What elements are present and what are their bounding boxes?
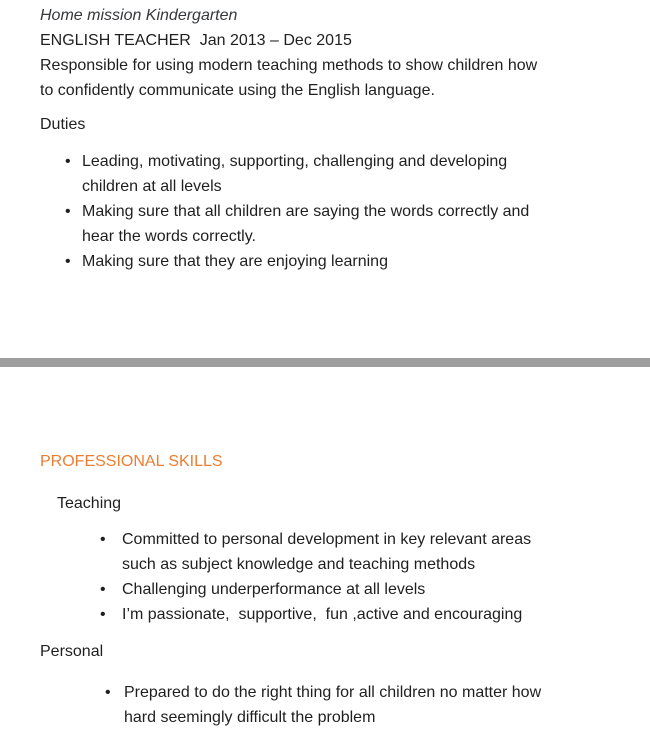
personal-subheading: Personal bbox=[40, 643, 104, 660]
bullet-icon: • bbox=[105, 684, 111, 701]
list-item-line: hard seemingly difficult the problem bbox=[124, 709, 376, 726]
list-item-line: I’m passionate, supportive, fun ,active and encouraging bbox=[122, 606, 523, 623]
bullet-icon: • bbox=[100, 581, 106, 598]
list-item bbox=[100, 527, 630, 577]
bullet-icon: • bbox=[65, 203, 71, 220]
bullet-icon: • bbox=[100, 531, 106, 548]
job-title-dates: ENGLISH TEACHER Jan 2013 – Dec 2015 bbox=[40, 32, 352, 49]
list-item-line: Making sure that all children are saying the words correctly and bbox=[82, 203, 530, 220]
list-item bbox=[100, 602, 630, 627]
teaching-subheading: Teaching bbox=[57, 495, 122, 512]
list-item-line: Making sure that they are enjoying learning bbox=[82, 253, 388, 270]
bullet-icon: • bbox=[65, 153, 71, 170]
list-item bbox=[100, 577, 630, 602]
job-summary-line: Responsible for using modern teaching methods to show children how bbox=[40, 57, 538, 74]
list-item-line: Leading, motivating, supporting, challenging and developing bbox=[82, 153, 508, 170]
job-summary bbox=[40, 53, 630, 103]
teaching-skills-list bbox=[100, 527, 630, 627]
list-item-line: such as subject knowledge and teaching methods bbox=[122, 556, 476, 573]
list-item-line: Prepared to do the right thing for all children no matter how bbox=[124, 684, 542, 701]
professional-skills-heading: PROFESSIONAL SKILLS bbox=[40, 453, 223, 470]
page-break-divider bbox=[0, 358, 650, 367]
job-summary-line: to confidently communicate using the English language. bbox=[40, 82, 435, 99]
list-item bbox=[105, 680, 630, 730]
list-item-line: Challenging underperformance at all levels bbox=[122, 581, 426, 598]
employer-name: Home mission Kindergarten bbox=[40, 7, 238, 24]
list-item-line: Committed to personal development in key relevant areas bbox=[122, 531, 532, 548]
duties-heading: Duties bbox=[40, 116, 86, 133]
list-item-line: hear the words correctly. bbox=[82, 228, 256, 245]
list-item bbox=[65, 199, 630, 249]
list-item bbox=[65, 149, 630, 199]
duties-list bbox=[65, 149, 630, 274]
bullet-icon: • bbox=[65, 253, 71, 270]
personal-skills-list bbox=[105, 680, 630, 730]
list-item bbox=[65, 249, 630, 274]
list-item-line: children at all levels bbox=[82, 178, 222, 195]
bullet-icon: • bbox=[100, 606, 106, 623]
